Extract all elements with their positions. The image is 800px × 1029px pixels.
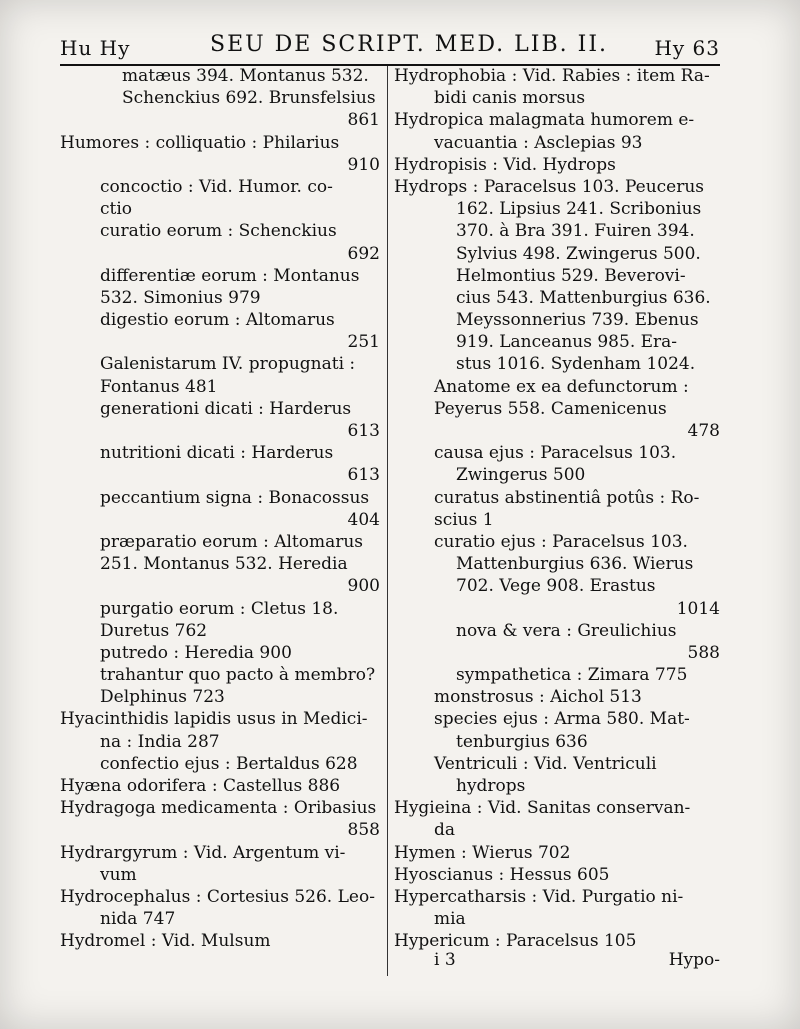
catchword: Hypo-: [668, 950, 720, 970]
index-line: concoctio : Vid. Humor. co-: [100, 176, 333, 197]
index-line: putredo : Heredia 900: [100, 642, 292, 663]
index-line: 370. à Bra 391. Fuiren 394.: [456, 221, 695, 242]
index-line: hydrops: [456, 776, 526, 796]
index-line: Hyacinthidis lapidis usus in Medici-: [60, 709, 368, 730]
index-line: differentiæ eorum : Montanus: [100, 265, 360, 286]
index-line: Duretus 762: [100, 620, 208, 641]
index-line: species ejus : Arma 580. Mat-: [434, 709, 690, 730]
index-line: cius 543. Mattenburgius 636.: [456, 287, 711, 308]
index-line: 532. Simonius 979: [100, 287, 261, 308]
header-right-guide: Hy 63: [654, 36, 720, 60]
index-line: Peyerus 558. Camenicenus: [434, 398, 667, 419]
index-line: Hyoscianus : Hessus 605: [394, 864, 610, 885]
index-line: 613: [347, 421, 380, 441]
index-line: Hydropisis : Vid. Hydrops: [394, 154, 616, 175]
index-line: Hygieina : Vid. Sanitas conservan-: [394, 798, 691, 819]
index-line: 1014: [676, 598, 720, 619]
index-line: Ventriculi : Vid. Ventriculi: [434, 753, 657, 774]
index-line: peccantium signa : Bonacossus: [100, 487, 370, 508]
index-line: da: [434, 820, 456, 841]
index-line: Hyæna odorifera : Castellus 886: [60, 776, 341, 796]
index-line: na : India 287: [100, 731, 220, 752]
index-line: 861: [347, 110, 380, 131]
index-line: Hypericum : Paracelsus 105: [394, 931, 637, 952]
index-line: Hydropica malagmata humorem e-: [394, 110, 695, 131]
index-line: Hydrargyrum : Vid. Argentum vi-: [60, 842, 346, 863]
index-line: bidi canis morsus: [434, 88, 586, 109]
index-line: tenburgius 636: [456, 731, 588, 752]
index-line: generationi dicati : Harderus: [100, 398, 352, 419]
index-column-right: [394, 66, 720, 954]
index-line: digestio eorum : Altomarus: [100, 310, 335, 331]
index-line: curatio eorum : Schenckius: [100, 221, 337, 242]
index-line: Sylvius 498. Zwingerus 500.: [456, 243, 701, 264]
index-line: causa ejus : Paracelsus 103.: [434, 443, 677, 464]
index-line: Delphinus 723: [100, 687, 225, 708]
index-line: ctio: [100, 199, 133, 220]
index-line: Hydrops : Paracelsus 103. Peucerus: [394, 176, 705, 197]
index-line: Hydrophobia : Vid. Rabies : item Ra-: [394, 66, 710, 86]
index-line: 919. Lanceanus 985. Era-: [456, 332, 678, 353]
index-line: Zwingerus 500: [456, 465, 586, 486]
index-line: Schenckius 692. Brunsfelsius: [122, 88, 376, 109]
index-line: matæus 394. Montanus 532.: [122, 66, 369, 86]
index-line: vum: [100, 864, 137, 885]
index-line: Hydromel : Vid. Mulsum: [60, 931, 271, 952]
index-line: 478: [687, 421, 720, 441]
index-line: Helmontius 529. Beverovi-: [456, 265, 686, 286]
index-line: mia: [434, 909, 466, 930]
index-line: curatus abstinentiâ potûs : Ro-: [434, 487, 700, 508]
index-line: purgatio eorum : Cletus 18.: [100, 598, 339, 619]
index-column-left: [60, 66, 380, 954]
index-line: Hydragoga medicamenta : Oribasius: [60, 798, 377, 819]
index-line: Hydrocephalus : Cortesius 526. Leo-: [60, 886, 375, 907]
index-line: trahantur quo pacto à membro?: [100, 665, 376, 686]
index-line: Galenistarum IV. propugnati :: [100, 354, 356, 375]
header-title: SEU DE SCRIPT. MED. LIB. II.: [210, 32, 608, 57]
index-line: Humores : colliquatio : Philarius: [60, 132, 340, 153]
index-line: sympathetica : Zimara 775: [456, 665, 688, 686]
header-left-guide: Hu Hy: [60, 36, 131, 60]
index-line: 251. Montanus 532. Heredia: [100, 554, 348, 575]
index-line: 702. Vege 908. Erastus: [456, 576, 656, 597]
index-line: 588: [687, 642, 720, 663]
running-header: [60, 30, 720, 64]
index-line: curatio ejus : Paracelsus 103.: [434, 531, 688, 552]
index-line: confectio ejus : Bertaldus 628: [100, 753, 358, 774]
signature-mark: i 3: [434, 950, 456, 970]
index-line: Hypercatharsis : Vid. Purgatio ni-: [394, 886, 684, 907]
index-line: vacuantia : Asclepias 93: [434, 132, 643, 153]
index-line: Meyssonnerius 739. Ebenus: [456, 310, 699, 331]
index-line: 910: [347, 154, 380, 175]
index-line: præparatio eorum : Altomarus: [100, 531, 364, 552]
index-line: Fontanus 481: [100, 376, 218, 397]
index-line: 858: [347, 820, 380, 841]
column-divider: [387, 66, 388, 976]
index-line: 692: [347, 243, 380, 264]
index-line: nova & vera : Greulichius: [456, 620, 677, 641]
index-line: nutritioni dicati : Harderus: [100, 443, 334, 464]
index-line: 162. Lipsius 241. Scribonius: [456, 199, 702, 220]
index-line: stus 1016. Sydenham 1024.: [456, 354, 696, 375]
index-line: monstrosus : Aichol 513: [434, 687, 642, 708]
index-line: 900: [347, 576, 380, 597]
index-line: Hymen : Wierus 702: [394, 842, 571, 863]
index-line: 613: [347, 465, 380, 486]
index-line: Mattenburgius 636. Wierus: [456, 554, 694, 575]
index-line: Anatome ex ea defunctorum :: [434, 376, 689, 397]
index-line: nida 747: [100, 909, 176, 930]
index-line: 251: [347, 332, 380, 353]
index-line: scius 1: [434, 509, 494, 530]
index-line: 404: [347, 509, 380, 530]
